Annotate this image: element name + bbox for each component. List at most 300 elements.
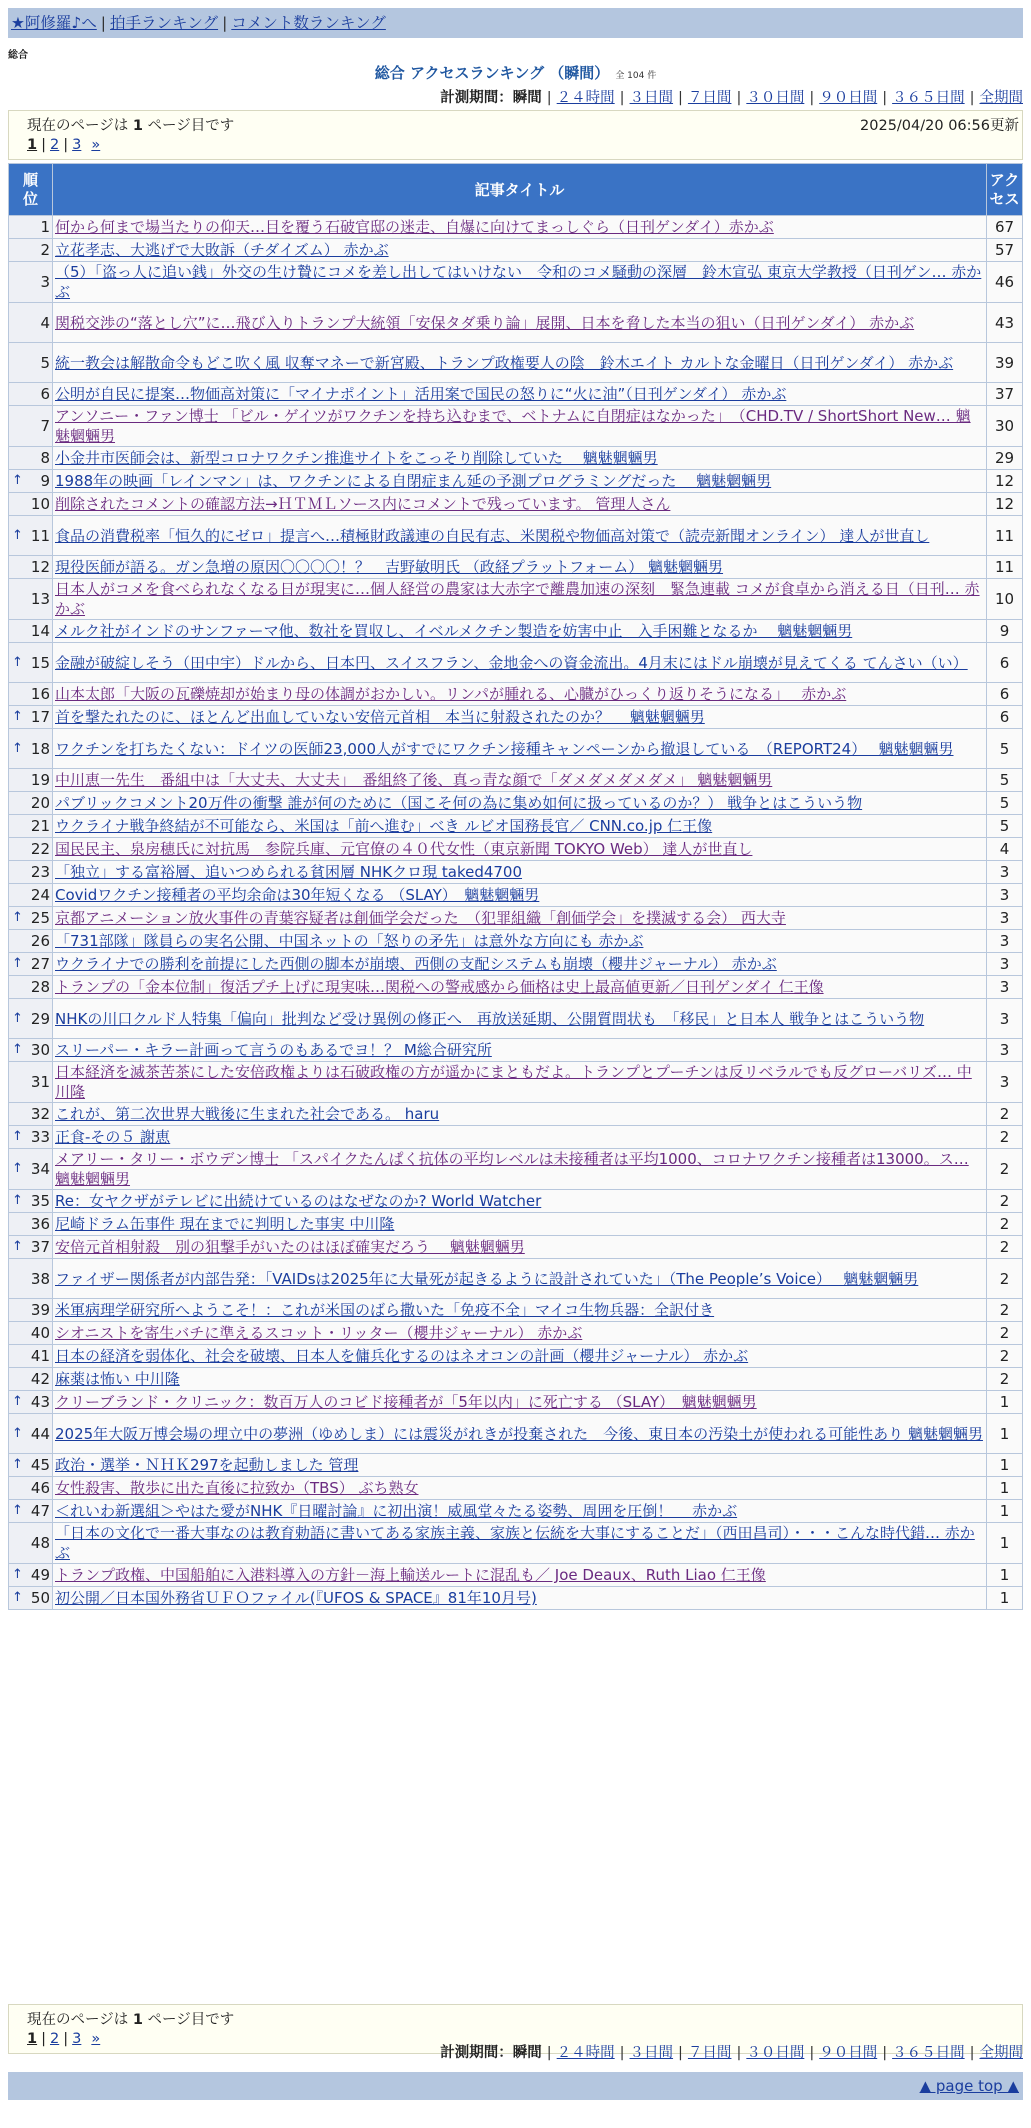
page-link[interactable]: 3 bbox=[72, 2031, 82, 2047]
next-page-link[interactable]: » bbox=[91, 137, 101, 153]
rank-cell bbox=[9, 930, 53, 953]
article-link[interactable]: 金融が破綻しそう（田中宇）ドルから、日本円、スイスフラン、金地金への資金流出。4月末にはドル崩壊が見えてくる てんさい（い） bbox=[55, 653, 968, 672]
access-count: 6 bbox=[987, 643, 1023, 683]
ranking-title: 総合 アクセスランキング （瞬間） bbox=[374, 64, 610, 82]
up-arrow-icon: ↑ bbox=[12, 1042, 23, 1057]
table-row bbox=[9, 930, 1023, 953]
title-cell bbox=[53, 884, 987, 907]
article-link[interactable]: 政治・選挙・ＮＨＫ297を起動しました 管理 bbox=[55, 1456, 359, 1474]
title-cell bbox=[53, 239, 987, 262]
article-link[interactable]: 小金井市医師会は、新型コロナワクチン推進サイトをこっそり削除していた 魑魅魍魎男 bbox=[55, 449, 658, 467]
article-link[interactable]: 食品の消費税率「恒久的にゼロ」提言へ…積極財政議連の自民有志、米関税や物価高対策で（読売新聞オンライン） 達人が世直し bbox=[55, 526, 930, 545]
rank-cell bbox=[9, 1564, 53, 1587]
top-nav-bar bbox=[8, 8, 1023, 38]
title-cell bbox=[53, 1587, 987, 1610]
rank-cell bbox=[9, 303, 53, 343]
rank-cell bbox=[9, 1322, 53, 1345]
article-link[interactable]: 日本経済を滅茶苦茶にした安倍政権よりは石破政権の方が遥かにまともだよ。トランプとプーチンは反リベラルでも反グローバリズ… 中川隆 bbox=[55, 1063, 972, 1101]
rank-number: 28 bbox=[30, 978, 50, 996]
rank-cell bbox=[9, 1190, 53, 1213]
rank-number: 17 bbox=[30, 708, 50, 726]
pagination bbox=[27, 2031, 100, 2047]
rank-cell bbox=[9, 1039, 53, 1062]
access-count: 6 bbox=[987, 683, 1023, 706]
category-label: 総合 bbox=[8, 50, 28, 61]
title-cell bbox=[53, 976, 987, 999]
title-cell bbox=[53, 1368, 987, 1391]
access-count: 1 bbox=[987, 1391, 1023, 1414]
rank-number: 22 bbox=[30, 840, 50, 858]
access-count: 3 bbox=[987, 1039, 1023, 1062]
title-cell bbox=[53, 406, 987, 447]
rank-number: 10 bbox=[30, 495, 50, 513]
access-header-label: アクセス bbox=[989, 170, 1020, 208]
article-link[interactable]: 削除されたコメントの確認方法→ＨＴＭＬソース内にコメントで残っています。 管理人さん bbox=[55, 495, 671, 513]
title-cell bbox=[53, 1500, 987, 1523]
period-option[interactable]: ７日間 bbox=[687, 2045, 732, 2061]
title-cell bbox=[53, 620, 987, 643]
rank-number: 46 bbox=[30, 1479, 50, 1497]
rank-cell bbox=[9, 792, 53, 815]
rank-number: 32 bbox=[30, 1105, 50, 1123]
rank-cell bbox=[9, 1062, 53, 1103]
access-count: 2 bbox=[987, 1103, 1023, 1126]
access-count: 3 bbox=[987, 884, 1023, 907]
table-row bbox=[9, 620, 1023, 643]
rank-number: 34 bbox=[30, 1160, 50, 1178]
title-cell bbox=[53, 1103, 987, 1126]
rank-number: 39 bbox=[30, 1301, 50, 1319]
total-count: 全 104 件 bbox=[615, 71, 657, 81]
title-cell bbox=[53, 1190, 987, 1213]
current-page-number: 1 bbox=[132, 2012, 143, 2028]
article-link[interactable]: 現役医師が語る。ガン急増の原因〇〇〇〇！？ 吉野敏明氏 （政経プラットフォーム） 魑魅魍魎男 bbox=[55, 558, 724, 576]
page-text: 現在のページは bbox=[27, 2012, 133, 2028]
table-row bbox=[9, 493, 1023, 516]
page-text: 現在のページは bbox=[27, 118, 133, 134]
article-link[interactable]: 初公開／日本国外務省ＵＦＯファイル(『UFOS & SPACE』81年10月号) bbox=[55, 1589, 537, 1607]
up-arrow-icon: ↑ bbox=[12, 473, 23, 488]
rank-number: 12 bbox=[30, 558, 50, 576]
table-row bbox=[9, 1345, 1023, 1368]
access-count: 29 bbox=[987, 447, 1023, 470]
article-link[interactable]: ウクライナ戦争終結が不可能なら、米国は「前へ進む」べき ルビオ国務長官／ CNN.co.jp 仁王像 bbox=[55, 817, 713, 835]
rank-number: 18 bbox=[30, 739, 50, 758]
rank-number: 13 bbox=[30, 590, 50, 608]
ranking-rows bbox=[9, 216, 1023, 1610]
table-row bbox=[9, 406, 1023, 447]
access-count: 3 bbox=[987, 907, 1023, 930]
access-count: 57 bbox=[987, 239, 1023, 262]
period-option[interactable]: 全期間 bbox=[979, 2045, 1023, 2061]
table-row bbox=[9, 470, 1023, 493]
period-separator: | bbox=[678, 2045, 683, 2061]
access-count: 37 bbox=[987, 383, 1023, 406]
title-cell bbox=[53, 861, 987, 884]
bottom-nav-bar bbox=[8, 2072, 1023, 2100]
access-count: 4 bbox=[987, 838, 1023, 861]
article-link[interactable]: これが、第二次世界大戦後に生まれた社会である。 haru bbox=[55, 1105, 440, 1123]
title-cell bbox=[53, 1299, 987, 1322]
article-link[interactable]: ワクチンを打ちたくない：ドイツの医師23,000人がすでにワクチン接種キャンペーンから撤退している （REPORT24） 魑魅魍魎男 bbox=[55, 739, 954, 758]
access-header bbox=[987, 164, 1023, 216]
article-link[interactable]: NHKの川口クルド人特集「偏向」批判など受け異例の修正へ 再放送延期、公開質問状も 「移民」と日本人 戦争とはこういう物 bbox=[55, 1009, 925, 1028]
rank-cell bbox=[9, 1500, 53, 1523]
access-count: 3 bbox=[987, 953, 1023, 976]
rank-cell bbox=[9, 1213, 53, 1236]
period-separator: | bbox=[969, 90, 975, 106]
rank-number: 8 bbox=[40, 449, 50, 467]
period-separator: | bbox=[736, 2045, 742, 2061]
access-count: 43 bbox=[987, 303, 1023, 343]
title-cell bbox=[53, 1236, 987, 1259]
article-link[interactable]: 正食-その５ 謝恵 bbox=[55, 1128, 171, 1146]
article-link[interactable]: クリーブランド・クリニック：数百万人のコビド接種者が「5年以内」に死亡する （SLAY） 魑魅魍魎男 bbox=[55, 1393, 757, 1411]
page-info-top bbox=[8, 110, 1023, 160]
title-cell bbox=[53, 706, 987, 729]
rank-number: 30 bbox=[30, 1041, 50, 1059]
article-link[interactable]: 国民民主、泉房穂氏に対抗馬 参院兵庫、元官僚の４０代女性（東京新聞 TOKYO Web） 達人が世直し bbox=[55, 840, 753, 858]
comment-ranking-link[interactable]: コメント数ランキング bbox=[231, 14, 386, 32]
rank-cell bbox=[9, 516, 53, 556]
rank-cell bbox=[9, 1391, 53, 1414]
page-link[interactable]: 3 bbox=[72, 137, 82, 153]
period-option[interactable]: ３日間 bbox=[629, 90, 674, 106]
rank-cell bbox=[9, 861, 53, 884]
title-cell bbox=[53, 516, 987, 556]
access-count: 10 bbox=[987, 579, 1023, 620]
access-count: 5 bbox=[987, 815, 1023, 838]
page-text: ページ目です bbox=[142, 118, 235, 134]
rank-cell bbox=[9, 579, 53, 620]
table-row bbox=[9, 1062, 1023, 1103]
page-separator: | bbox=[41, 137, 46, 153]
article-link[interactable]: パブリックコメント20万件の衝撃 誰が何のために（国こそ何の為に集め如何に扱っているのか？） 戦争とはこういう物 bbox=[55, 794, 863, 812]
article-link[interactable]: 「日本の文化で一番大事なのは教育勅語に書いてある家族主義、家族と伝統を大事にすることだ」（西田昌司）・・・こんな時代錯… 赤かぶ bbox=[55, 1524, 975, 1562]
up-arrow-icon: ↑ bbox=[12, 740, 23, 756]
article-link[interactable]: 1988年の映画「レインマン」は、ワクチンによる自閉症まん延の予測プログラミングだった 魑魅魍魎男 bbox=[55, 472, 772, 490]
page-link-current: 1 bbox=[27, 137, 38, 153]
rank-number: 6 bbox=[40, 385, 50, 403]
up-arrow-icon: ↑ bbox=[12, 654, 23, 670]
page-text: ページ目です bbox=[142, 2012, 235, 2028]
article-link[interactable]: Covidワクチン接種者の平均余命は30年短くなる （SLAY） 魑魅魍魎男 bbox=[55, 886, 540, 904]
table-row bbox=[9, 383, 1023, 406]
rank-cell bbox=[9, 683, 53, 706]
up-arrow-icon: ↑ bbox=[12, 1590, 23, 1605]
rank-cell bbox=[9, 1368, 53, 1391]
article-link[interactable]: メルク社がインドのサンファーマ他、数社を買収し、イベルメクチン製造を妨害中止 入手困難となるか 魑魅魍魎男 bbox=[55, 622, 853, 640]
current-page-number: 1 bbox=[132, 118, 143, 134]
rank-number: 26 bbox=[30, 932, 50, 950]
rank-cell bbox=[9, 470, 53, 493]
rank-number: 19 bbox=[30, 771, 50, 789]
article-link[interactable]: （5）「盗っ人に追い銭」外交の生け贄にコメを差し出してはいけない 令和のコメ騒動の深層 鈴木宣弘 東京大学教授（日刊ゲン… 赤かぶ bbox=[55, 263, 982, 301]
rank-cell bbox=[9, 907, 53, 930]
rank-number: 42 bbox=[30, 1370, 50, 1388]
title-cell bbox=[53, 838, 987, 861]
current-page-text bbox=[27, 114, 234, 135]
article-link[interactable]: 統一教会は解散命令もどこ吹く風 収奪マネーで新宮殿、トランプ政権要人の陰 鈴木エイト カルトな金曜日（日刊ゲンダイ） 赤かぶ bbox=[55, 353, 954, 372]
title-cell bbox=[53, 953, 987, 976]
rank-number: 2 bbox=[40, 241, 50, 259]
article-link[interactable]: 中川恵一先生 番組中は「大丈夫、大丈夫」 番組終了後、真っ青な顔で「ダメダメダメダメ」 魑魅魍魎男 bbox=[55, 771, 773, 789]
table-row bbox=[9, 953, 1023, 976]
article-link[interactable]: 女性殺害、散歩に出た直後に拉致か（TBS） ぶち熟女 bbox=[55, 1479, 419, 1497]
period-option[interactable]: ９０日間 bbox=[819, 90, 878, 106]
access-count: 1 bbox=[987, 1564, 1023, 1587]
rank-number: 21 bbox=[30, 817, 50, 835]
table-row bbox=[9, 1236, 1023, 1259]
access-count: 2 bbox=[987, 1368, 1023, 1391]
page-link[interactable]: 2 bbox=[49, 137, 60, 153]
article-link[interactable]: 尼崎ドラム缶事件 現在までに判明した事実 中川隆 bbox=[55, 1215, 395, 1233]
title-cell bbox=[53, 1454, 987, 1477]
period-separator: | bbox=[882, 90, 888, 106]
page-link-current: 1 bbox=[27, 2031, 38, 2047]
access-count: 5 bbox=[987, 729, 1023, 769]
title-cell bbox=[53, 1213, 987, 1236]
rank-number: 20 bbox=[30, 794, 50, 812]
rank-number: 29 bbox=[30, 1009, 50, 1028]
rank-number: 5 bbox=[40, 353, 50, 372]
rank-number: 47 bbox=[30, 1502, 50, 1520]
article-link[interactable]: ウクライナでの勝利を前提にした西側の脚本が崩壊、西側の支配システムも崩壊（櫻井ジャーナル） 赤かぶ bbox=[55, 955, 777, 973]
access-count: 67 bbox=[987, 216, 1023, 239]
article-link[interactable]: シオニストを寄生バチに準えるスコット・リッター（櫻井ジャーナル） 赤かぶ bbox=[55, 1324, 583, 1342]
up-arrow-icon: ↑ bbox=[12, 1567, 23, 1582]
article-link[interactable]: ＜れいわ新選組＞やはた愛がNHK『日曜討論』に初出演！威風堂々たる姿勢、周囲を圧倒！ 赤かぶ bbox=[55, 1502, 738, 1520]
page-link[interactable]: 2 bbox=[49, 2031, 60, 2047]
rank-cell bbox=[9, 1103, 53, 1126]
period-option[interactable]: ３６５日間 bbox=[892, 2045, 965, 2061]
article-link[interactable]: メアリー・タリー・ボウデン博士 「スパイクたんぱく抗体の平均レベルは未接種者は平均1000、コロナワクチン接種者は13000。ス… 魑魅魍魎男 bbox=[55, 1150, 969, 1188]
title-cell bbox=[53, 216, 987, 239]
period-option[interactable]: ３６５日間 bbox=[892, 90, 965, 106]
table-row bbox=[9, 1477, 1023, 1500]
rank-cell bbox=[9, 815, 53, 838]
period-separator: | bbox=[969, 2045, 975, 2061]
applause-ranking-link[interactable]: 拍手ランキング bbox=[110, 14, 219, 32]
table-row bbox=[9, 884, 1023, 907]
up-arrow-icon: ↑ bbox=[12, 1394, 23, 1409]
rank-number: 9 bbox=[40, 472, 50, 490]
access-count: 1 bbox=[987, 1414, 1023, 1454]
article-link[interactable]: スリーパー・キラー計画って言うのもあるでヨ！？ M総合研究所 bbox=[55, 1041, 492, 1059]
article-link[interactable]: 関税交渉の“落とし穴”に…飛び入りトランプ大統領「安保タダ乗り論」展開、日本を脅した本当の狙い（日刊ゲンダイ） 赤かぶ bbox=[55, 313, 915, 332]
access-count: 6 bbox=[987, 706, 1023, 729]
page-separator: | bbox=[63, 2031, 69, 2047]
access-count: 3 bbox=[987, 861, 1023, 884]
period-selector-top bbox=[440, 86, 1023, 107]
access-count: 5 bbox=[987, 792, 1023, 815]
title-cell bbox=[53, 1345, 987, 1368]
period-separator: | bbox=[678, 90, 683, 106]
title-cell bbox=[53, 493, 987, 516]
current-page-text bbox=[27, 2008, 234, 2029]
rank-number: 33 bbox=[30, 1128, 50, 1146]
article-link[interactable]: ファイザー関係者が内部告発：「VAIDsは2025年に大量死が起きるように設計されていた」（The People’s Voice） 魑魅魍魎男 bbox=[55, 1269, 919, 1288]
title-cell bbox=[53, 683, 987, 706]
up-arrow-icon: ↑ bbox=[12, 910, 23, 925]
access-count: 30 bbox=[987, 406, 1023, 447]
table-row bbox=[9, 792, 1023, 815]
article-link[interactable]: 麻薬は怖い 中川隆 bbox=[55, 1370, 180, 1388]
rank-header-label: 順位 bbox=[22, 170, 38, 208]
article-link[interactable]: 米軍病理学研究所へようこそ！：これが米国のばら撒いた「免疫不全」マイコ生物兵器：全訳付き bbox=[55, 1301, 715, 1319]
title-cell bbox=[53, 999, 987, 1039]
title-cell bbox=[53, 792, 987, 815]
period-option[interactable]: ２４時間 bbox=[556, 90, 615, 106]
access-count: 2 bbox=[987, 1322, 1023, 1345]
title-cell bbox=[53, 643, 987, 683]
article-link[interactable]: 日本の経済を弱体化、社会を破壊、日本人を傭兵化するのはネオコンの計画（櫻井ジャーナル） 赤かぶ bbox=[55, 1347, 749, 1365]
access-count: 1 bbox=[987, 1454, 1023, 1477]
table-row bbox=[9, 729, 1023, 769]
home-link[interactable]: ★阿修羅♪へ bbox=[11, 14, 97, 32]
article-link[interactable]: 何から何まで場当たりの仰天…目を覆う石破官邸の迷走、自爆に向けてまっしぐら（日刊ゲンダイ）赤かぶ bbox=[55, 218, 774, 236]
table-row bbox=[9, 303, 1023, 343]
article-link[interactable]: 山本太郎「大阪の瓦礫焼却が始まり母の体調がおかしい。リンパが腫れる、心臓がひっくり返りそうになる」 赤かぶ bbox=[55, 685, 847, 703]
table-row bbox=[9, 579, 1023, 620]
article-link[interactable]: 首を撃たれたのに、ほとんど出血していない安倍元首相 本当に射殺されたのか？ 魑魅魍魎男 bbox=[55, 708, 705, 726]
title-cell bbox=[53, 579, 987, 620]
up-arrow-icon: ↑ bbox=[12, 709, 23, 724]
access-count: 2 bbox=[987, 1299, 1023, 1322]
period-option[interactable]: ３０日間 bbox=[746, 2045, 805, 2061]
table-row bbox=[9, 556, 1023, 579]
rank-number: 23 bbox=[30, 863, 50, 881]
rank-number: 16 bbox=[30, 685, 50, 703]
table-row bbox=[9, 907, 1023, 930]
up-arrow-icon: ↑ bbox=[12, 956, 23, 971]
title-cell bbox=[53, 769, 987, 792]
up-arrow-icon: ↑ bbox=[12, 527, 23, 543]
up-arrow-icon: ↑ bbox=[12, 1425, 23, 1441]
table-row bbox=[9, 643, 1023, 683]
period-separator: | bbox=[546, 2045, 552, 2061]
article-link[interactable]: アンソニー・ファン博士 「ビル・ゲイツがワクチンを持ち込むまで、ベトナムに自閉症はなかった」 （CHD.TV / ShortShort New… 魑魅魍魎男 bbox=[55, 407, 971, 445]
next-page-link[interactable]: » bbox=[91, 2031, 101, 2047]
period-option[interactable]: ３日間 bbox=[629, 2045, 674, 2061]
period-option[interactable]: ２４時間 bbox=[556, 2045, 615, 2061]
rank-number: 7 bbox=[40, 417, 50, 435]
rank-number: 31 bbox=[30, 1073, 50, 1091]
access-count: 3 bbox=[987, 930, 1023, 953]
access-count: 2 bbox=[987, 1149, 1023, 1190]
period-option[interactable]: ９０日間 bbox=[819, 2045, 878, 2061]
nav-separator: | bbox=[100, 14, 107, 32]
rank-number: 24 bbox=[30, 886, 50, 904]
rank-cell bbox=[9, 769, 53, 792]
page-title bbox=[0, 62, 1031, 83]
rank-cell bbox=[9, 1236, 53, 1259]
title-cell bbox=[53, 1477, 987, 1500]
up-arrow-icon: ↑ bbox=[12, 1503, 23, 1518]
rank-number: 11 bbox=[30, 526, 50, 545]
period-separator: | bbox=[882, 2045, 888, 2061]
access-count: 3 bbox=[987, 999, 1023, 1039]
table-row bbox=[9, 239, 1023, 262]
rank-cell bbox=[9, 1477, 53, 1500]
article-link[interactable]: 立花孝志、大逃げで大敗訴（チダイズム） 赤かぶ bbox=[55, 241, 389, 259]
article-link[interactable]: 安倍元首相射殺 別の狙撃手がいたのはほぼ確実だろう 魑魅魍魎男 bbox=[55, 1238, 525, 1256]
up-arrow-icon: ↑ bbox=[12, 1129, 23, 1144]
rank-number: 41 bbox=[30, 1347, 50, 1365]
rank-cell bbox=[9, 556, 53, 579]
table-row bbox=[9, 262, 1023, 303]
rank-number: 4 bbox=[40, 313, 50, 332]
rank-cell bbox=[9, 406, 53, 447]
access-count: 11 bbox=[987, 556, 1023, 579]
article-link[interactable]: 「731部隊」隊員らの実名公開、中国ネットの「怒りの矛先」は意外な方向にも 赤かぶ bbox=[55, 932, 644, 950]
rank-cell bbox=[9, 976, 53, 999]
article-link[interactable]: 京都アニメーション放火事件の青葉容疑者は創価学会だった （犯罪組織「創価学会」を撲滅する会） 西大寺 bbox=[55, 909, 786, 927]
period-separator: | bbox=[809, 2045, 815, 2061]
table-row bbox=[9, 1322, 1023, 1345]
period-option[interactable]: ３０日間 bbox=[746, 90, 805, 106]
title-cell bbox=[53, 1322, 987, 1345]
nav-separator: | bbox=[222, 14, 228, 32]
rank-cell bbox=[9, 447, 53, 470]
rank-number: 35 bbox=[30, 1192, 50, 1210]
access-count: 1 bbox=[987, 1477, 1023, 1500]
title-cell bbox=[53, 930, 987, 953]
article-link[interactable]: 日本人がコメを食べられなくなる日が現実に…個人経営の農家は大赤字で離農加速の深刻 緊急連載 コメが食卓から消える日（日刊… 赤かぶ bbox=[55, 580, 980, 618]
article-link[interactable]: 2025年大阪万博会場の埋立中の夢洲（ゆめしま）には震災がれきが投棄された 今後、東日本の汚染土が使われる可能性あり 魑魅魍魎男 bbox=[55, 1424, 983, 1443]
article-link[interactable]: Re：女ヤクザがテレビに出続けているのはなぜなのか? World Watcher bbox=[55, 1192, 542, 1210]
title-cell bbox=[53, 1523, 987, 1564]
table-row bbox=[9, 683, 1023, 706]
rank-number: 40 bbox=[30, 1324, 50, 1342]
title-header: 記事タイトル bbox=[53, 164, 987, 216]
rank-cell bbox=[9, 838, 53, 861]
rank-cell bbox=[9, 262, 53, 303]
title-cell bbox=[53, 729, 987, 769]
rank-cell bbox=[9, 999, 53, 1039]
access-count: 1 bbox=[987, 1587, 1023, 1610]
access-count: 2 bbox=[987, 1259, 1023, 1299]
rank-number: 37 bbox=[30, 1238, 50, 1256]
access-count: 39 bbox=[987, 343, 1023, 383]
article-link[interactable]: 「独立」する富裕層、追いつめられる貧困層 NHKクロ現 taked4700 bbox=[55, 863, 523, 881]
updated-time: 2025/04/20 06:56更新 bbox=[860, 118, 1019, 134]
table-row bbox=[9, 1587, 1023, 1610]
article-link[interactable]: トランプの「金本位制」復活プチ上げに現実味…関税への警戒感から価格は史上最高値更新／日刊ゲンダイ 仁王像 bbox=[55, 978, 824, 996]
ranking-table bbox=[8, 163, 1023, 1610]
rank-number: 48 bbox=[30, 1534, 50, 1552]
table-row bbox=[9, 815, 1023, 838]
article-link[interactable]: トランプ政権、中国船舶に入港料導入の方針－海上輸送ルートに混乱も／ Joe Deaux、Ruth Liao 仁王像 bbox=[55, 1566, 766, 1584]
title-cell bbox=[53, 815, 987, 838]
period-label: 計測期間： bbox=[440, 90, 513, 106]
table-row bbox=[9, 516, 1023, 556]
table-row bbox=[9, 1126, 1023, 1149]
table-row bbox=[9, 1454, 1023, 1477]
page-top-link[interactable]: ▲ page top ▲ bbox=[919, 2077, 1019, 2095]
period-current: 瞬間 bbox=[512, 2045, 542, 2061]
rank-cell bbox=[9, 729, 53, 769]
rank-number: 3 bbox=[40, 273, 50, 291]
period-label: 計測期間： bbox=[440, 2045, 513, 2061]
access-count: 12 bbox=[987, 493, 1023, 516]
period-option[interactable]: 全期間 bbox=[979, 90, 1023, 106]
rank-cell bbox=[9, 1299, 53, 1322]
period-option[interactable]: ７日間 bbox=[687, 90, 732, 106]
rank-number: 43 bbox=[30, 1393, 50, 1411]
access-count: 2 bbox=[987, 1213, 1023, 1236]
article-link[interactable]: 公明が自民に提案…物価高対策に「マイナポイント」活用案で国民の怒りに“火に油”（日刊ゲンダイ） 赤かぶ bbox=[55, 385, 787, 403]
